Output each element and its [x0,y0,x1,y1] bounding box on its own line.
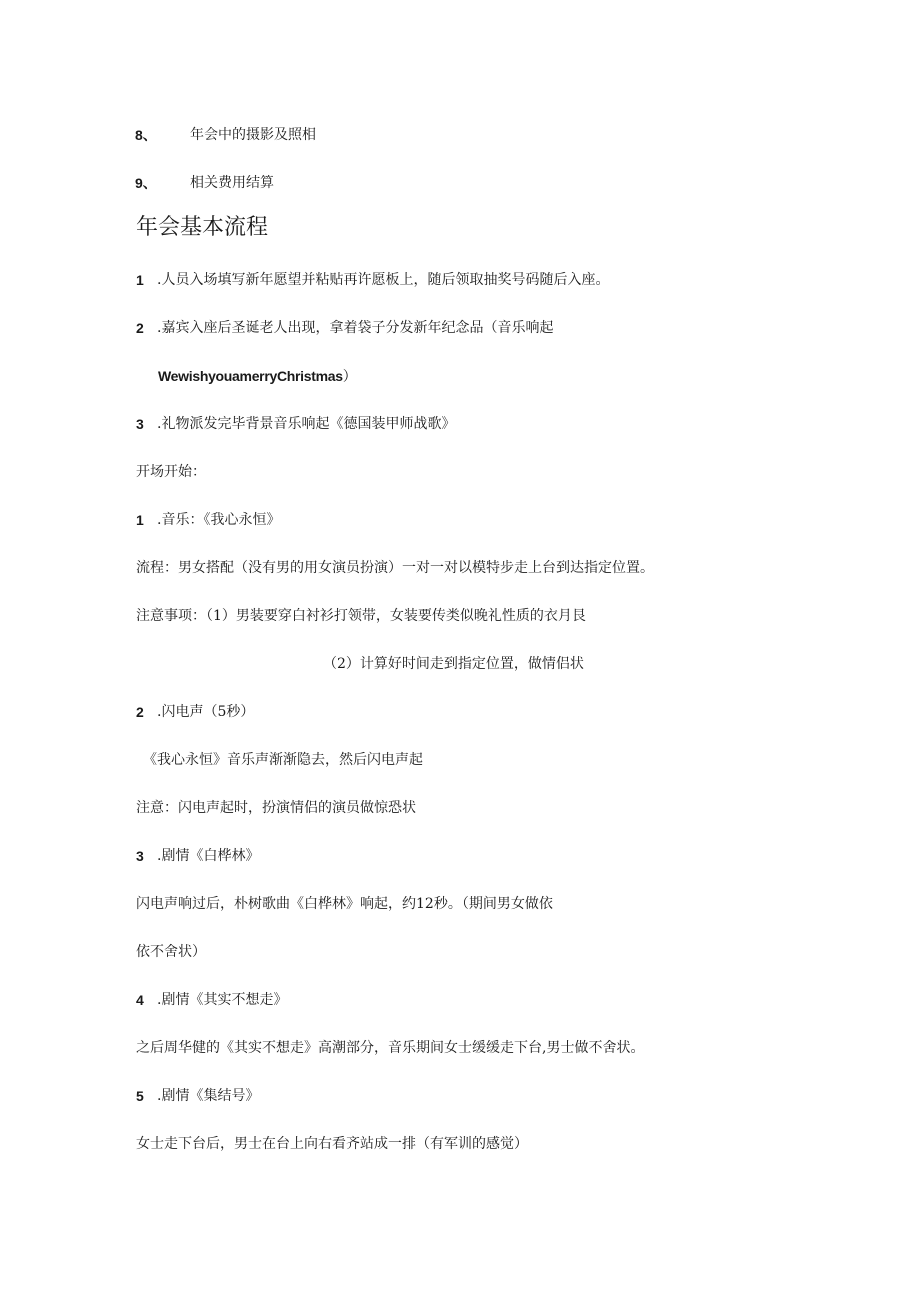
act-title: .闪电声（5秒） [157,704,255,720]
act-description: 女士走下台后，男士在台上向右看齐站成一排（有军训的感觉） [136,1136,528,1152]
opening-label: 开场开始： [136,464,206,480]
song-line [158,367,357,386]
list-number: 8、 [135,127,157,143]
act-title: .音乐：《我心永恒》 [157,512,281,528]
step-number: 2 [136,320,144,336]
act-note: （2）计算好时间走到指定位置，做情侣状 [323,656,584,672]
act-number: 3 [136,848,144,864]
act-number: 1 [136,512,144,528]
song-title: WewishyouamerryChristmas [158,368,343,384]
act-title: .剧情《白桦林》 [157,848,260,864]
act-note: 注意：闪电声起时，扮演情侣的演员做惊恐状 [136,800,416,816]
act-description: 依不舍状） [136,944,206,960]
step-text: .人员入场填写新年愿望并粘贴再许愿板上，随后领取抽奖号码随后入座。 [157,272,610,288]
act-title: .剧情《其实不想走》 [157,992,288,1008]
step-text: .嘉宾入座后圣诞老人出现，拿着袋子分发新年纪念品（音乐响起 [157,320,554,336]
step-number: 3 [136,416,144,432]
act-title: .剧情《集结号》 [157,1088,260,1104]
closing-paren: ） [342,369,357,385]
section-title: 年会基本流程 [136,215,269,240]
act-description: 之后周华健的《其实不想走》高潮部分，音乐期间女士缓缓走下台,男士做不舍状。 [136,1040,645,1056]
act-description: 流程：男女搭配（没有男的用女演员扮演）一对一对以模特步走上台到达指定位置。 [136,560,654,576]
act-note: 注意事项：（1）男装要穿白衬衫打领带，女装要传类似晚礼性质的衣月艮 [136,608,586,624]
list-text: 相关费用结算 [190,175,274,191]
act-description: 闪电声响过后，朴树歌曲《白桦林》响起，约12秒。（期间男女做依 [136,896,553,912]
step-number: 1 [136,272,144,288]
step-text: .礼物派发完毕背景音乐响起《德国装甲师战歌》 [157,416,456,432]
act-description: 《我心永恒》音乐声渐渐隐去，然后闪电声起 [143,752,423,768]
list-number: 9、 [135,175,157,191]
list-text: 年会中的摄影及照相 [190,127,316,143]
act-number: 4 [136,992,144,1008]
act-number: 2 [136,704,144,720]
act-number: 5 [136,1088,144,1104]
